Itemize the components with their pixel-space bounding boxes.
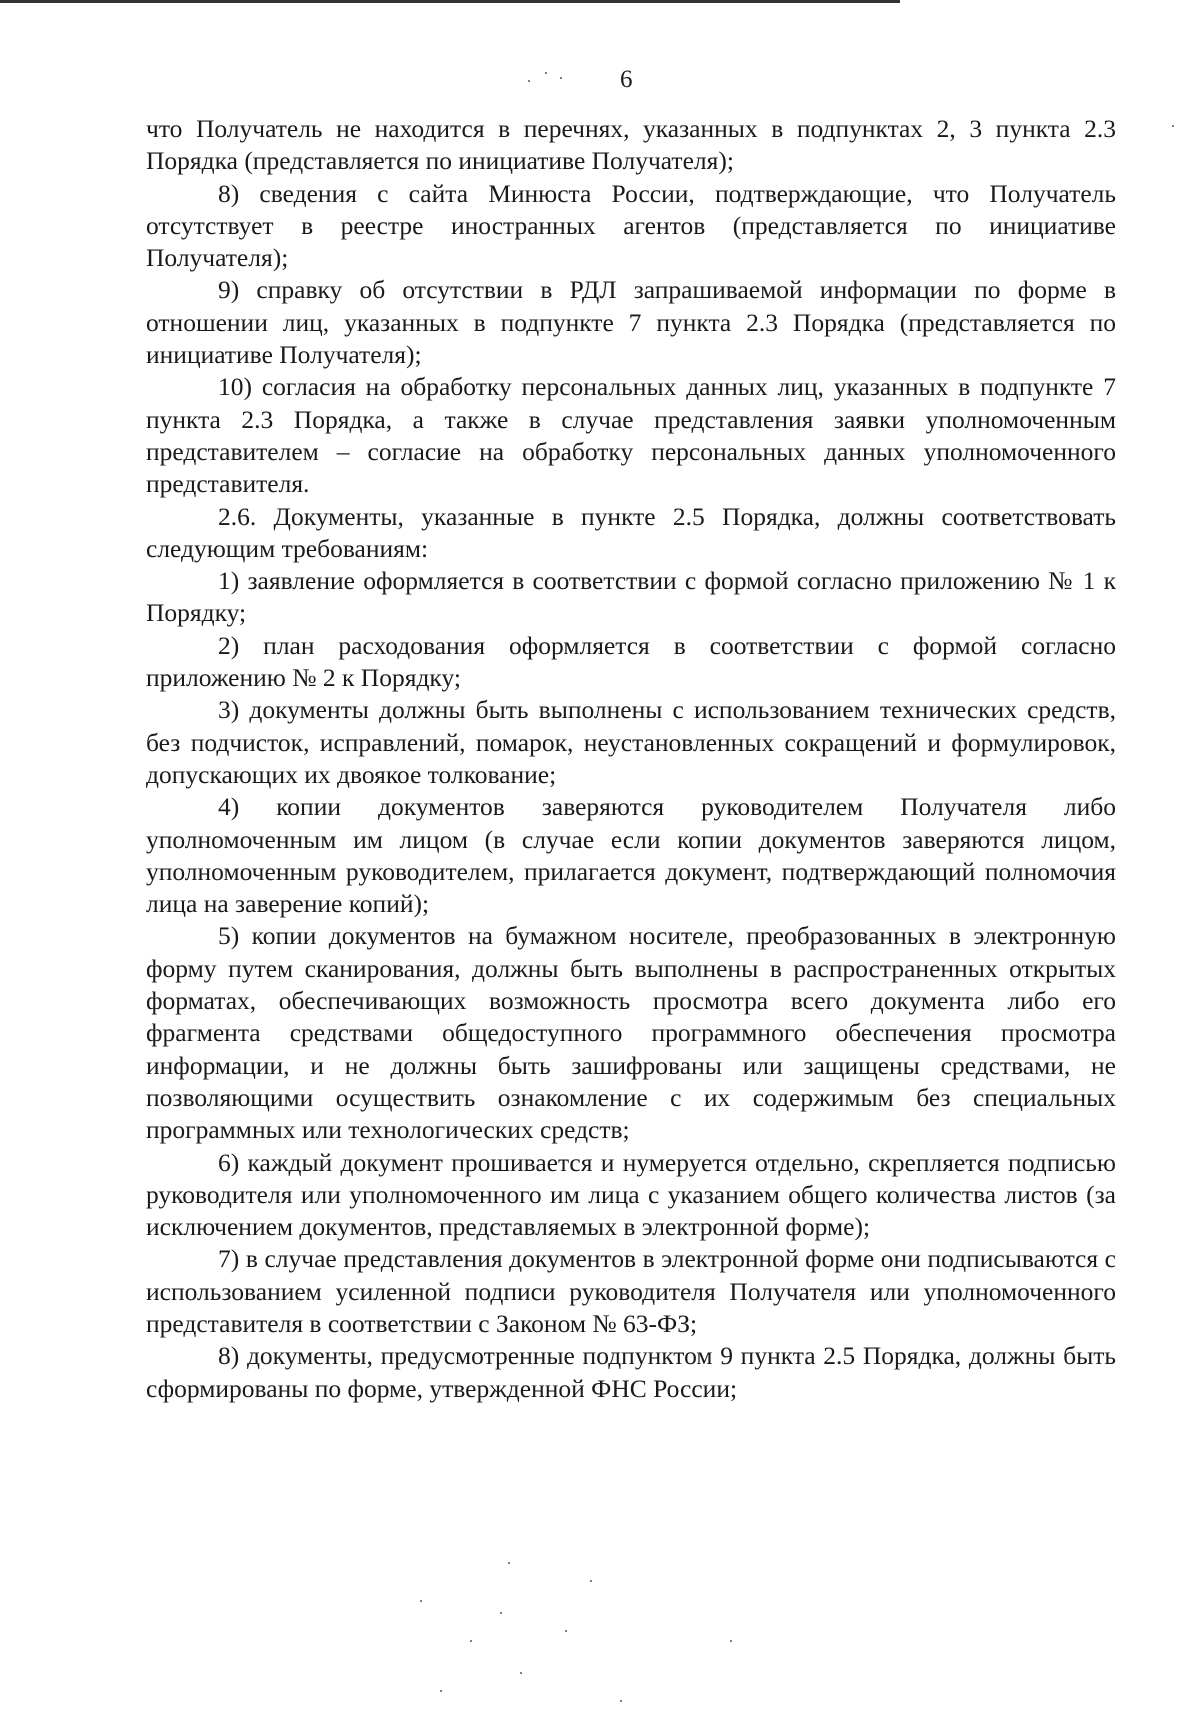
paragraph-requirement-3: 3) документы должны быть выполнены с использованием технических средств, без подчисток, исправлений, помарок, неустановленных сокращений и формулировок, допускающих их двоякое толкование; [146,695,1116,789]
paragraph-requirement-4: 4) копии документов заверяются руководителем Получателя либо уполномоченным им лицом (в случае если копии документов заверяются лицом, уполномоченным руководителем, прилагается документ, подтверждающий полномочия лица на заверение копий); [146,792,1116,919]
paragraph-requirement-5: 5) копии документов на бумажном носителе, преобразованных в электронную форму путем сканирования, должны быть выполнены в распространенных открытых форматах, обеспечивающих возможность просмотра всего документа либо его фрагмента средствами общедоступного программного обеспечения просмотра информации, и не должны быть зашифрованы или защищены средствами, не позволяющими осуществить ознакомление с их содержимым без специальных программных или технологических средств; [146,921,1116,1145]
paragraph-item-10: 10) согласия на обработку персональных данных лиц, указанных в подпункте 7 пункта 2.3 Порядка, а также в случае представления заявки уполномоченным представителем – согласие на обработку персональных данных уполномоченного представителя. [146,372,1116,499]
paragraph-section-2-6: 2.6. Документы, указанные в пункте 2.5 Порядка, должны соответствовать следующим требованиям: [146,501,1116,563]
paragraph-item-9: 9) справку об отсутствии в РДЛ запрашиваемой информации по форме в отношении лиц, указанных в подпункте 7 пункта 2.3 Порядка (представляется по инициативе Получателя); [146,275,1116,370]
paragraph-continuation: что Получатель не находится в перечнях, указанных в подпунктах 2, 3 пункта 2.3 Порядка (представляется по инициативе Получателя); [146,114,1116,176]
document-body [146,113,1116,1405]
paragraph-requirement-8: 8) документы, предусмотренные подпунктом 9 пункта 2.5 Порядка, должны быть сформированы по форме, утвержденной ФНС России; [146,1341,1116,1403]
paragraph-requirement-7: 7) в случае представления документов в электронной форме они подписываются с использованием усиленной подписи руководителя Получателя или уполномоченного представителя в соответствии с Законом № 63-ФЗ; [146,1244,1116,1338]
paragraph-requirement-6: 6) каждый документ прошивается и нумеруется отдельно, скрепляется подписью руководителя или уполномоченного им лица с указанием общего количества листов (за исключением документов, представляемых в электронной форме); [146,1147,1116,1242]
top-border-line [0,0,900,3]
page-number: 6 [620,66,633,93]
paragraph-requirement-1: 1) заявление оформляется в соответствии с формой согласно приложению № 1 к Порядку; [146,566,1116,628]
paragraph-requirement-2: 2) план расходования оформляется в соответствии с формой согласно приложению № 2 к Порядку; [146,630,1116,693]
paragraph-item-8: 8) сведения с сайта Минюста России, подтверждающие, что Получатель отсутствует в реестре иностранных агентов (представляется по инициативе Получателя); [146,178,1116,273]
